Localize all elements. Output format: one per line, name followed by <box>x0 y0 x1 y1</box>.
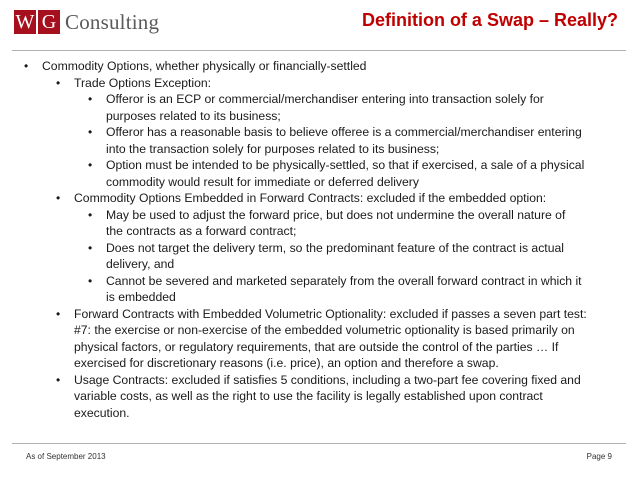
bullet-continuation: commodity would result for immediate or deferred delivery <box>106 174 419 189</box>
bullet-text: Commodity Options, whether physically or financially-settled <box>42 59 367 73</box>
footer-date: As of September 2013 <box>26 452 106 461</box>
bullet-icon: • <box>56 306 61 321</box>
bullet-continuation: execution. <box>74 405 130 420</box>
page-number: Page 9 <box>586 452 612 461</box>
bullet-text: May be used to adjust the forward price, but does not undermine the overall nature of <box>106 207 566 222</box>
bullet-icon: • <box>56 191 61 205</box>
bullet-text: Offeror is an ECP or commercial/merchandiser entering into transaction solely for <box>106 92 544 106</box>
bullet-text: Offeror has a reasonable basis to believe offeree is a commercial/merchandiser entering <box>106 125 582 139</box>
slide-body <box>0 58 638 421</box>
list-item <box>0 372 638 389</box>
list-item <box>0 58 638 75</box>
bullet-continuation: physical factors, or regulatory requirements, that are outside the control of the parties … If <box>74 339 559 354</box>
list-item <box>0 240 638 257</box>
bullet-text: Cannot be severed and marketed separately from the overall forward contract in which it <box>106 273 582 288</box>
bullet-icon: • <box>88 92 93 106</box>
bullet-icon: • <box>88 158 93 172</box>
bullet-icon: • <box>88 207 93 222</box>
list-item <box>0 306 638 323</box>
company-logo <box>14 9 159 35</box>
bullet-continuation: #7: the exercise or non-exercise of the embedded volumetric optionality is based primarily on <box>74 323 575 337</box>
bullet-icon: • <box>88 240 93 255</box>
bullet-continuation: is embedded <box>106 290 176 304</box>
bullet-text: Trade Options Exception: <box>74 75 212 90</box>
page-title: Definition of a Swap – Really? <box>361 10 618 30</box>
bullet-continuation: purposes related to its business; <box>106 108 281 123</box>
bullet-continuation: exercised for discretionary reasons (i.e. price), an option and therefore a swap. <box>74 356 499 370</box>
bullet-icon: • <box>88 125 93 139</box>
list-item <box>0 273 638 290</box>
list-item <box>0 91 638 108</box>
bullet-continuation: delivery, and <box>106 257 175 271</box>
header-divider <box>12 50 626 51</box>
bullet-continuation: variable costs, as well as the right to use the facility is legally established upon contract <box>74 389 543 403</box>
list-item <box>0 75 638 92</box>
logo-letter-w: W <box>15 11 35 33</box>
bullet-text: Commodity Options Embedded in Forward Contracts: excluded if the embedded option: <box>74 191 547 205</box>
footer-divider <box>12 443 626 444</box>
logo-letter-g: G <box>38 10 60 34</box>
bullet-continuation: the contracts as a forward contract; <box>106 224 297 238</box>
bullet-text: Does not target the delivery term, so the predominant feature of the contract is actual <box>106 240 564 255</box>
list-item <box>0 190 638 207</box>
list-item <box>0 124 638 141</box>
bullet-icon: • <box>24 59 29 73</box>
list-item <box>0 207 638 224</box>
logo-text: Consulting <box>65 9 160 34</box>
list-item <box>0 157 638 174</box>
bullet-icon: • <box>56 372 61 387</box>
bullet-icon: • <box>56 75 61 90</box>
header <box>0 0 638 50</box>
bullet-text: Forward Contracts with Embedded Volumetric Optionality: excluded if passes a seven part test: <box>74 306 587 321</box>
bullet-text: Usage Contracts: excluded if satisfies 5 conditions, including a two-part fee covering fixed and <box>74 372 581 387</box>
bullet-text: Option must be intended to be physically-settled, so that if exercised, a sale of a physical <box>106 158 585 172</box>
bullet-icon: • <box>88 273 93 288</box>
bullet-continuation: into the transaction solely for purposes related to its business; <box>106 141 440 156</box>
